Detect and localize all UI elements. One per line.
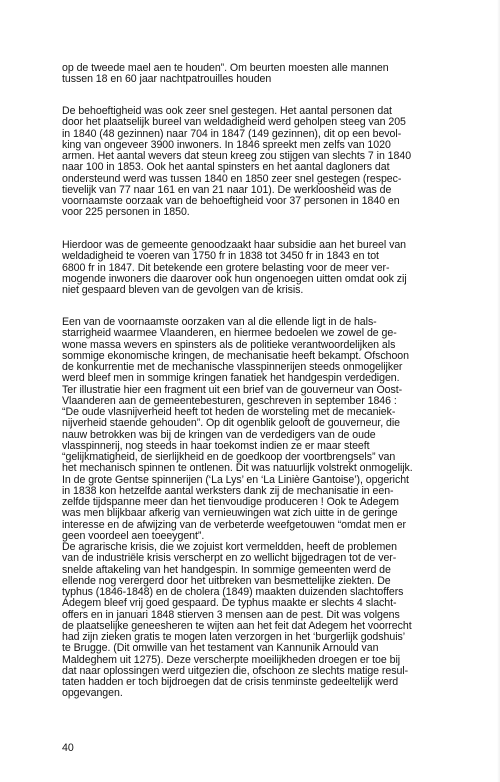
text-line: had zijn zieken gratis te mogen laten verzorgen in het ‘burgerlijk godshuis’ <box>62 632 406 643</box>
text-line: het mechanisch spinnen te ontlenen. Dit was natuurlijk volstrekt onmogelijk. <box>62 463 413 475</box>
text-line: naar 100 in 1853. Ook het aantal spinsters en het aantal dagloners dat <box>62 162 390 174</box>
text-line: niet gespaard bleven van de gevolgen van de krisis. <box>62 285 304 296</box>
text-line: tussen 18 en 60 jaar nachtpatrouilles houden <box>62 74 272 86</box>
text-line: opgevangen. <box>62 688 123 700</box>
text-line: armen. Het aantal wevers dat steun kreeg zou stijgen van slechts 7 in 1840 <box>62 151 412 162</box>
text-line: in 1838 kon hetzelfde aantal werksters dank zij de mechanisatie in een- <box>62 485 394 497</box>
text-line: offers en in januari 1848 stierven 3 mensen aan de pest. Dit was volgens <box>62 609 400 621</box>
text-line: van de industriële krisis verscherpt en zo wellicht bijgedragen tot de ver- <box>62 553 397 565</box>
text-line: Adegem bleef vrij goed gespaard. De typhus maakte er slechts 4 slacht- <box>62 598 397 610</box>
text-line: wone massa wevers en spinsters als de politieke verantwoordelijken als <box>62 339 396 351</box>
text-line: werd bleef men in sommige kringen fanatiek het handgespin verdedigen. <box>62 373 400 385</box>
text-line: ellende nog verergerd door het uitbreken van besmettelijke ziekten. De <box>62 575 391 587</box>
text-line: “gelijkmatigheid, de sierlijkheid en de goedkoop der voortbrengsels” van <box>62 452 396 463</box>
text-line: king van ongeveer 3900 inwoners. In 1846 spreekt men zelfs van 1020 <box>62 139 391 151</box>
text-line: 6800 fr in 1847. Dit betekende een grotere belasting voor de meer ver- <box>62 262 390 274</box>
text-line: nijverheid staende gehouden”. Op dit ogenblik gelooft de gouverneur, die <box>62 418 401 430</box>
text-line: “De oude vlasnijverheid heeft tot heden de worsteling met de mecaniek- <box>62 407 396 418</box>
text-line: sommige ekonomische kringen, de mechanisatie heeft bekampt. Ofschoon <box>62 350 409 362</box>
text-line: dat naar oplossingen werd uitgezien die, ofschoon ze slechts matige resul- <box>62 665 409 677</box>
text-line: typhus (1846-1848) en de cholera (1849) maakten duizenden slachtoffers <box>62 587 404 598</box>
text-line: geen voordeel aen toeeygent”. <box>62 530 205 542</box>
text-line: ondersteund werd was tussen 1840 en 1850 zeer snel gestegen (respec- <box>62 173 402 185</box>
text-line: taten hadden er toch bijdroegen dat de crisis tenminste gedeeltelijk werd <box>62 677 399 688</box>
text-line: snelde aftakeling van het handgespin. In sommige gemeenten werd de <box>62 564 391 576</box>
text-line: zelfde tijdspanne meer dan het tienvoudige produceren ! Ook te Adegem <box>62 497 399 508</box>
text-line: Hierdoor was de gemeente genoodzaakt haar subsidie aan het bureel van <box>62 240 407 251</box>
text-line: Een van de voornaamste oorzaken van al die ellende ligt in de hals- <box>62 317 377 328</box>
page-number: 40 <box>62 742 74 754</box>
text-line: Ter illustratie hier een fragment uit een brief van de gouverneur van Oost- <box>62 384 403 396</box>
text-line: starrigheid waarmee Vlaanderen, en hiermee bedoelen we zowel de ge- <box>62 328 397 340</box>
text-line: In de grote Gentse spinnerijen (‘La Lys’ en ‘La Linière Gantoise’), opgericht <box>62 474 409 486</box>
text-line: de plaatselijke geneesheren te wijten aan het feit dat Adegem het voorrecht <box>62 620 412 632</box>
text-line: voor 225 personen in 1850. <box>62 207 190 219</box>
text-line: vlasspinnerij, nog steeds in haar toekomst indien ze er maar steeft <box>62 440 370 452</box>
text-line: op de tweede mael aen te houden”. Om beurten moesten alle mannen <box>62 63 389 74</box>
text-line: De behoeftigheid was ook zeer snel gestegen. Het aantal personen dat <box>62 106 392 117</box>
paragraph-night-patrols <box>62 63 456 86</box>
text-line: De agrarische krisis, die we zojuist kort vermeldden, heeft de problemen <box>62 542 397 553</box>
paragraph-mechanisation-and-crisis <box>62 317 456 700</box>
text-line: mogende inwoners die daarover ook hun ongenoegen uitten omdat ook zij <box>62 273 407 285</box>
paragraph-poverty-statistics <box>62 106 456 219</box>
paragraph-municipal-subsidy <box>62 240 456 296</box>
text-line: weldadigheid te voeren van 1750 fr in 1838 tot 3450 fr in 1843 en tot <box>62 251 379 263</box>
text-line: was men blijkbaar afkerig van vernieuwingen wat zich uitte in de geringe <box>62 508 398 520</box>
text-line: Vlaanderen aan de gemeentebesturen, geschreven in september 1846 : <box>62 395 397 407</box>
text-line: door het plaatselijk bureel van weldadigheid werd geholpen steeg van 205 <box>62 117 406 129</box>
text-line: nauw betrokken was bij de kringen van de verdedigers van de oude <box>62 429 376 441</box>
text-line: interesse en de afwijzing van de verbeterde weefgetouwen “omdat men er <box>62 519 406 531</box>
text-line: voornaamste oorzaak van de behoeftigheid voor 37 personen in 1840 en <box>62 196 400 207</box>
text-line: in 1840 (48 gezinnen) naar 704 in 1847 (149 gezinnen), dit op een bevol- <box>62 128 402 140</box>
text-line: tievelijk van 77 naar 161 en van 21 naar 101). De werkloosheid was de <box>62 184 392 196</box>
text-line: Maldeghem uit 1275). Deze verscherpte moeilijkheden droegen er toe bij <box>62 654 401 666</box>
text-line: te Brugge. (Dit omwille van het testament van Kannunik Arnould van <box>62 643 379 655</box>
text-line: de konkurrentie met de mechanische vlasspinnerijen steeds onmogelijker <box>62 362 403 373</box>
